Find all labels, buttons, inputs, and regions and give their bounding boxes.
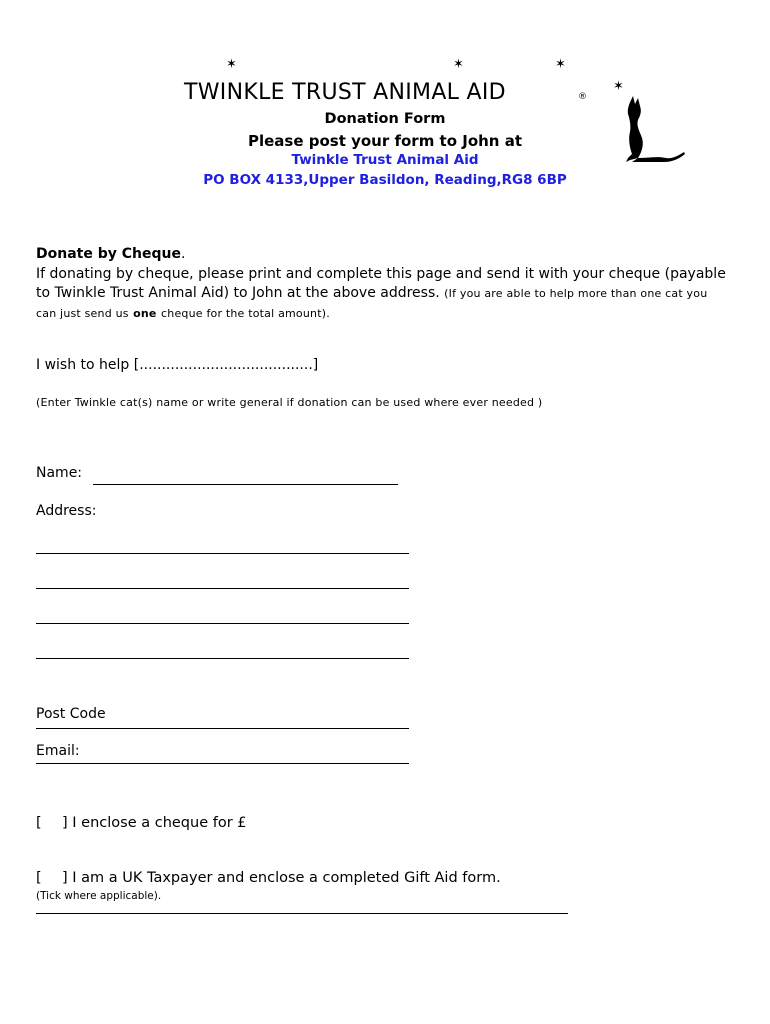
star-icon: ✶: [226, 57, 237, 72]
checkbox-close-bracket: ]: [62, 815, 68, 831]
address-label: Address:: [36, 503, 97, 519]
post-instruction: Please post your form to John at: [247, 132, 523, 150]
star-icon: ✶: [613, 79, 624, 94]
cheque-note-bold: one: [133, 306, 157, 320]
org-name: Twinkle Trust Animal Aid: [291, 152, 479, 168]
registered-mark: ®: [578, 92, 587, 102]
form-title: Donation Form: [324, 111, 446, 127]
star-icon: ✶: [453, 57, 464, 72]
heading-punct: .: [180, 246, 186, 262]
cheque-note-start: (If you are able to help more than one cat you can just send us: [36, 287, 708, 320]
signature-line[interactable]: [36, 913, 568, 914]
address-field-line-4[interactable]: [36, 658, 409, 659]
email-field[interactable]: [36, 763, 409, 764]
email-label: Email:: [36, 743, 80, 759]
cheque-instructions: [36, 245, 726, 323]
cheque-checkbox[interactable]: [36, 815, 247, 831]
wish-to-help[interactable]: I wish to help [.......................................]: [36, 357, 319, 373]
checkbox-open-bracket: [: [36, 815, 42, 831]
checkbox-close-bracket: ]: [62, 870, 68, 886]
cheque-note-end: cheque for the total amount).: [161, 306, 330, 320]
address-field-line-3[interactable]: [36, 623, 409, 624]
taxpayer-checkbox[interactable]: [36, 870, 501, 886]
tick-note: (Tick where applicable).: [36, 890, 162, 902]
checkbox-open-bracket: [: [36, 870, 42, 886]
cheque-heading: Donate by Cheque: [36, 246, 181, 262]
cheque-checkbox-label: I enclose a cheque for £: [72, 815, 247, 831]
address-field-line-1[interactable]: [36, 553, 409, 554]
address-field-line-2[interactable]: [36, 588, 409, 589]
cheque-paragraph: If donating by cheque, please print and complete this page and send it with your cheque (payable to Twinkle Trust Animal Aid) to John at the above address.: [36, 265, 726, 301]
postal-address: PO BOX 4133,Upper Basildon, Reading,RG8 6BP: [203, 172, 567, 188]
star-icon: ✶: [555, 57, 566, 72]
cat-logo-icon: [618, 92, 688, 167]
name-field[interactable]: [93, 484, 398, 485]
name-label: Name:: [36, 465, 83, 481]
postcode-field[interactable]: [36, 728, 409, 729]
taxpayer-checkbox-label: I am a UK Taxpayer and enclose a completed Gift Aid form.: [72, 870, 501, 886]
wish-note: (Enter Twinkle cat(s) name or write general if donation can be used where ever needed ): [36, 396, 543, 409]
logo-title: TWINKLE TRUST ANIMAL AID: [184, 80, 506, 105]
postcode-label: Post Code: [36, 706, 106, 722]
